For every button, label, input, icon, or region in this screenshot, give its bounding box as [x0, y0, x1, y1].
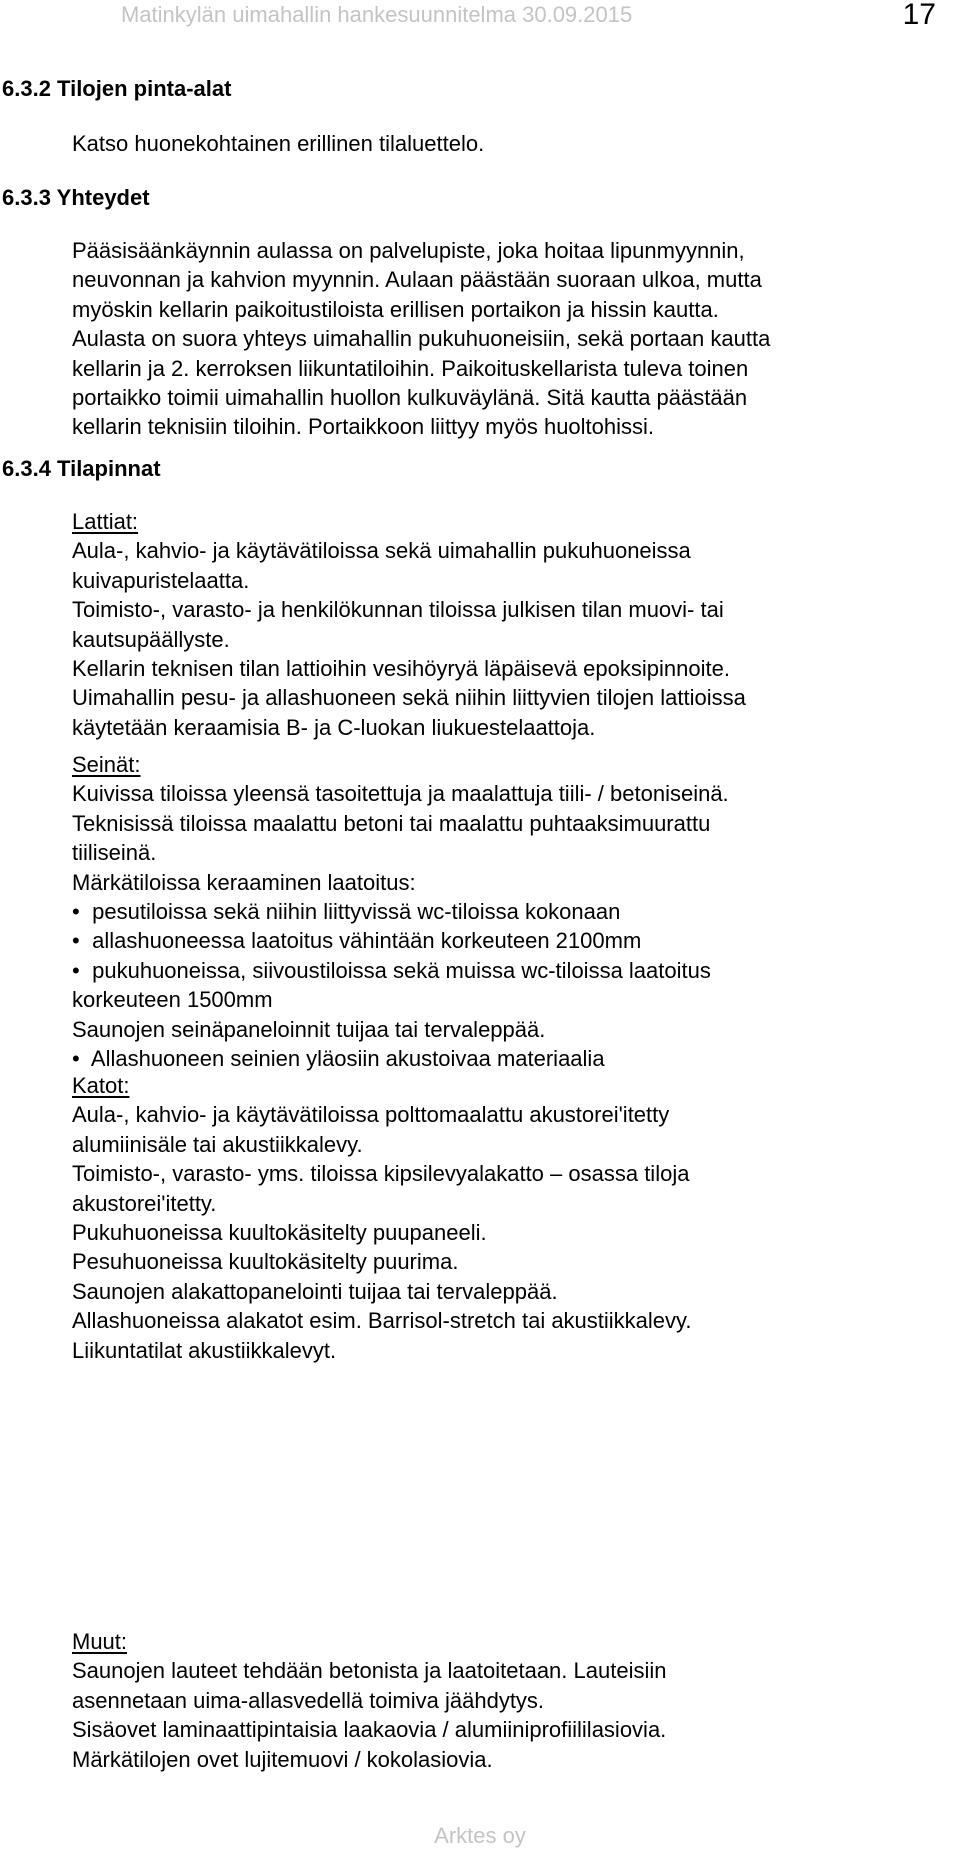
paragraph-line: portaikko toimii uimahallin huollon kulkuväylänä. Sitä kautta päästään — [72, 384, 748, 410]
paragraph-line: Saunojen seinäpaneloinnit tuijaa tai tervaleppää. — [72, 1016, 546, 1042]
subsection-label-seinat: Seinät: — [72, 752, 141, 777]
paragraph-line: Aulasta on suora yhteys uimahallin pukuhuoneisiin, sekä portaan kautta — [72, 326, 771, 352]
paragraph-line: käytetään keraamisia B- ja C-luokan liukuestelaattoja. — [72, 714, 596, 740]
list-item: • pesutiloissa sekä niihin liittyvissä wc-tiloissa kokonaan — [72, 897, 952, 926]
paragraph-line: korkeuteen 1500mm — [72, 987, 273, 1013]
subsection-muut — [72, 1627, 952, 1774]
list-item: • allashuoneessa laatoitus vähintään korkeuteen 2100mm — [72, 926, 952, 955]
paragraph-line: Pesuhuoneissa kuultokäsitelty puurima. — [72, 1249, 459, 1275]
paragraph-line: neuvonnan ja kahvion myynnin. Aulaan päästään suoraan ulkoa, mutta — [72, 267, 762, 293]
paragraph-line: Aula-, kahvio- ja käytävätiloissa sekä uimahallin pukuhuoneissa — [72, 538, 691, 564]
paragraph-line: Teknisissä tiloissa maalattu betoni tai maalattu puhtaaksimuurattu — [72, 810, 711, 836]
subsection-katot — [72, 1071, 952, 1365]
subsection-seinat — [72, 750, 952, 1073]
paragraph-line: kellarin ja 2. kerroksen liikuntatiloihin. Paikoituskellarista tuleva toinen — [72, 355, 749, 381]
paragraph-line: Kellarin teknisen tilan lattioihin vesihöyryä läpäisevä epoksipinnoite. — [72, 655, 730, 681]
paragraph-line: Aula-, kahvio- ja käytävätiloissa polttomaalattu akustorei'itetty — [72, 1102, 670, 1128]
list-item: • pukuhuoneissa, siivoustiloissa sekä muissa wc-tiloissa laatoitus — [72, 956, 952, 985]
paragraph-line: Kuivissa tiloissa yleensä tasoitettuja ja maalattuja tiili- / betoniseinä. — [72, 781, 729, 807]
paragraph-line: Toimisto-, varasto- yms. tiloissa kipsilevyalakatto – osassa tiloja — [72, 1161, 690, 1187]
paragraph-line: Pääsisäänkäynnin aulassa on palvelupiste, joka hoitaa lipunmyynnin, — [72, 238, 745, 263]
paragraph-line: kautsupäällyste. — [72, 626, 230, 652]
page-number: 17 — [902, 0, 936, 31]
paragraph-line: alumiinisäle tai akustiikkalevy. — [72, 1131, 363, 1157]
subsection-label-katot: Katot: — [72, 1073, 130, 1098]
bullet-icon: • — [72, 898, 80, 924]
document-footer: Arktes oy — [434, 1823, 526, 1848]
paragraph-line: Uimahallin pesu- ja allashuoneen sekä niihin liittyvien tilojen lattioissa — [72, 685, 746, 711]
paragraph-line: Märkätilojen ovet lujitemuovi / kokolasiovia. — [72, 1746, 493, 1772]
list-item: • Allashuoneen seinien yläosiin akustoivaa materiaalia — [72, 1044, 952, 1073]
section-heading-tilojen-pinta-alat: 6.3.2 Tilojen pinta-alat — [2, 76, 232, 101]
paragraph-line: Saunojen alakattopanelointi tuijaa tai tervaleppää. — [72, 1278, 558, 1304]
bullet-icon: • — [72, 957, 80, 983]
subsection-label-lattiat: Lattiat: — [72, 509, 139, 534]
paragraph-line: Pukuhuoneissa kuultokäsitelty puupaneeli. — [72, 1219, 487, 1245]
paragraph-line: tiiliseinä. — [72, 840, 157, 866]
section-heading-yhteydet: 6.3.3 Yhteydet — [2, 185, 150, 210]
paragraph-line: kuivapuristelaatta. — [72, 567, 250, 593]
document-header-title: Matinkylän uimahallin hankesuunnitelma 30.09.2015 — [121, 2, 633, 27]
paragraph-line: Katso huonekohtainen erillinen tilaluettelo. — [72, 131, 485, 156]
subsection-label-muut: Muut: — [72, 1629, 128, 1654]
paragraph-line: Allashuoneissa alakatot esim. Barrisol-stretch tai akustiikkalevy. — [72, 1308, 692, 1334]
section-body-tilojen-pinta-alat — [72, 129, 952, 158]
bullet-icon: • — [72, 1045, 80, 1071]
subsection-lattiat — [72, 507, 952, 742]
paragraph-line: myöskin kellarin paikoitustiloista erillisen portaikon ja hissin kautta. — [72, 296, 719, 322]
paragraph-line: Saunojen lauteet tehdään betonista ja laatoitetaan. Lauteisiin — [72, 1658, 667, 1684]
paragraph-line: asennetaan uima-allasvedellä toimiva jäähdytys. — [72, 1687, 545, 1713]
paragraph-line: Sisäovet laminaattipintaisia laakaovia / alumiiniprofiililasiovia. — [72, 1717, 667, 1743]
paragraph-line: Liikuntatilat akustiikkalevyt. — [72, 1337, 337, 1363]
bullet-icon: • — [72, 928, 80, 954]
paragraph-line: akustorei'itetty. — [72, 1190, 217, 1216]
paragraph-line: kellarin teknisiin tiloihin. Portaikkoon liittyy myös huoltohissi. — [72, 414, 655, 440]
section-heading-tilapinnat: 6.3.4 Tilapinnat — [2, 456, 161, 481]
section-body-yhteydet — [72, 236, 952, 442]
paragraph-line: Märkätiloissa keraaminen laatoitus: — [72, 869, 416, 895]
paragraph-line: Toimisto-, varasto- ja henkilökunnan tiloissa julkisen tilan muovi- tai — [72, 597, 724, 623]
